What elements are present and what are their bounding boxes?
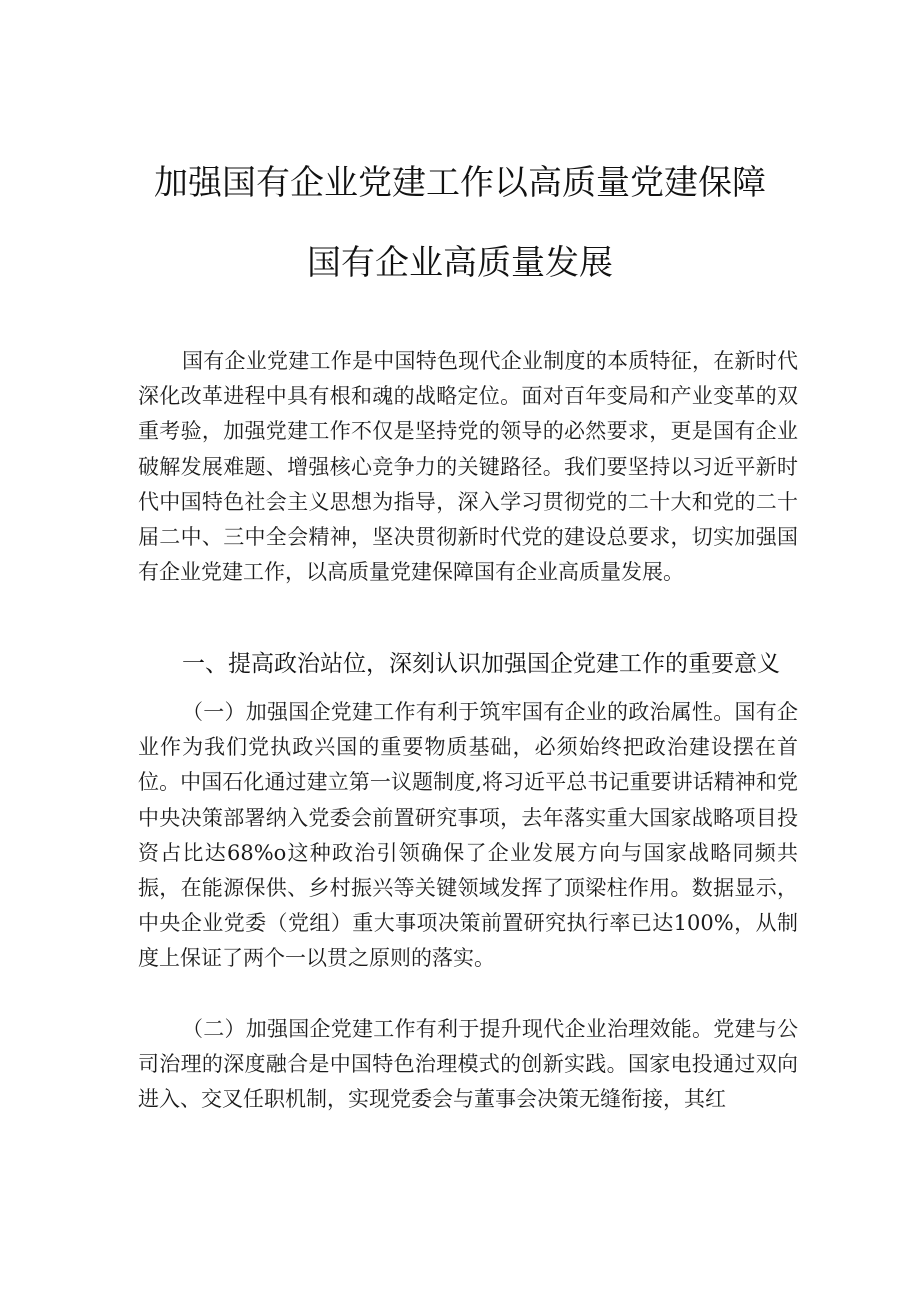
document-title-line-2: 国有企业高质量发展 bbox=[307, 243, 613, 283]
section-heading-1: 一、提高政治站位，深刻认识加强国企党建工作的重要意义 bbox=[182, 651, 780, 677]
subsection-paragraph-1: （一）加强国企党建工作有利于筑牢国有企业的政治属性。国有企业作为我们党执政兴国的重要物质基础，必须始终把政治建设摆在首位。中国石化通过建立第一议题制度,将习近平总书记重要讲话精神和党中央决策部署纳入党委会前置研究事项，去年落实重大国家战略项目投资占比达68%o这种政治引领确保了企业发展方向与国家战略同频共振，在能源保供、乡村振兴等关键领域发挥了顶梁柱作用。数据显示，中央企业党委（党组）重大事项决策前置研究执行率已达100%，从制度上保证了两个一以贯之原则的落实。 bbox=[138, 700, 798, 971]
subsection-paragraph-2: （二）加强国企党建工作有利于提升现代企业治理效能。党建与公司治理的深度融合是中国特色治理模式的创新实践。国家电投通过双向进入、交叉任职机制，实现党委会与董事会决策无缝衔接，其红 bbox=[138, 1017, 798, 1112]
intro-paragraph: 国有企业党建工作是中国特色现代企业制度的本质特征，在新时代深化改革进程中具有根和魂的战略定位。面对百年变局和产业变革的双重考验，加强党建工作不仅是坚持党的领导的必然要求，更是国有企业破解发展难题、增强核心竞争力的关键路径。我们要坚持以习近平新时代中国特色社会主义思想为指导，深入学习贯彻党的二十大和党的二十届二中、三中全会精神，坚决贯彻新时代党的建设总要求，切实加强国有企业党建工作，以高质量党建保障国有企业高质量发展。 bbox=[138, 349, 798, 585]
document-title-line-1: 加强国有企业党建工作以高质量党建保障 bbox=[154, 163, 766, 203]
